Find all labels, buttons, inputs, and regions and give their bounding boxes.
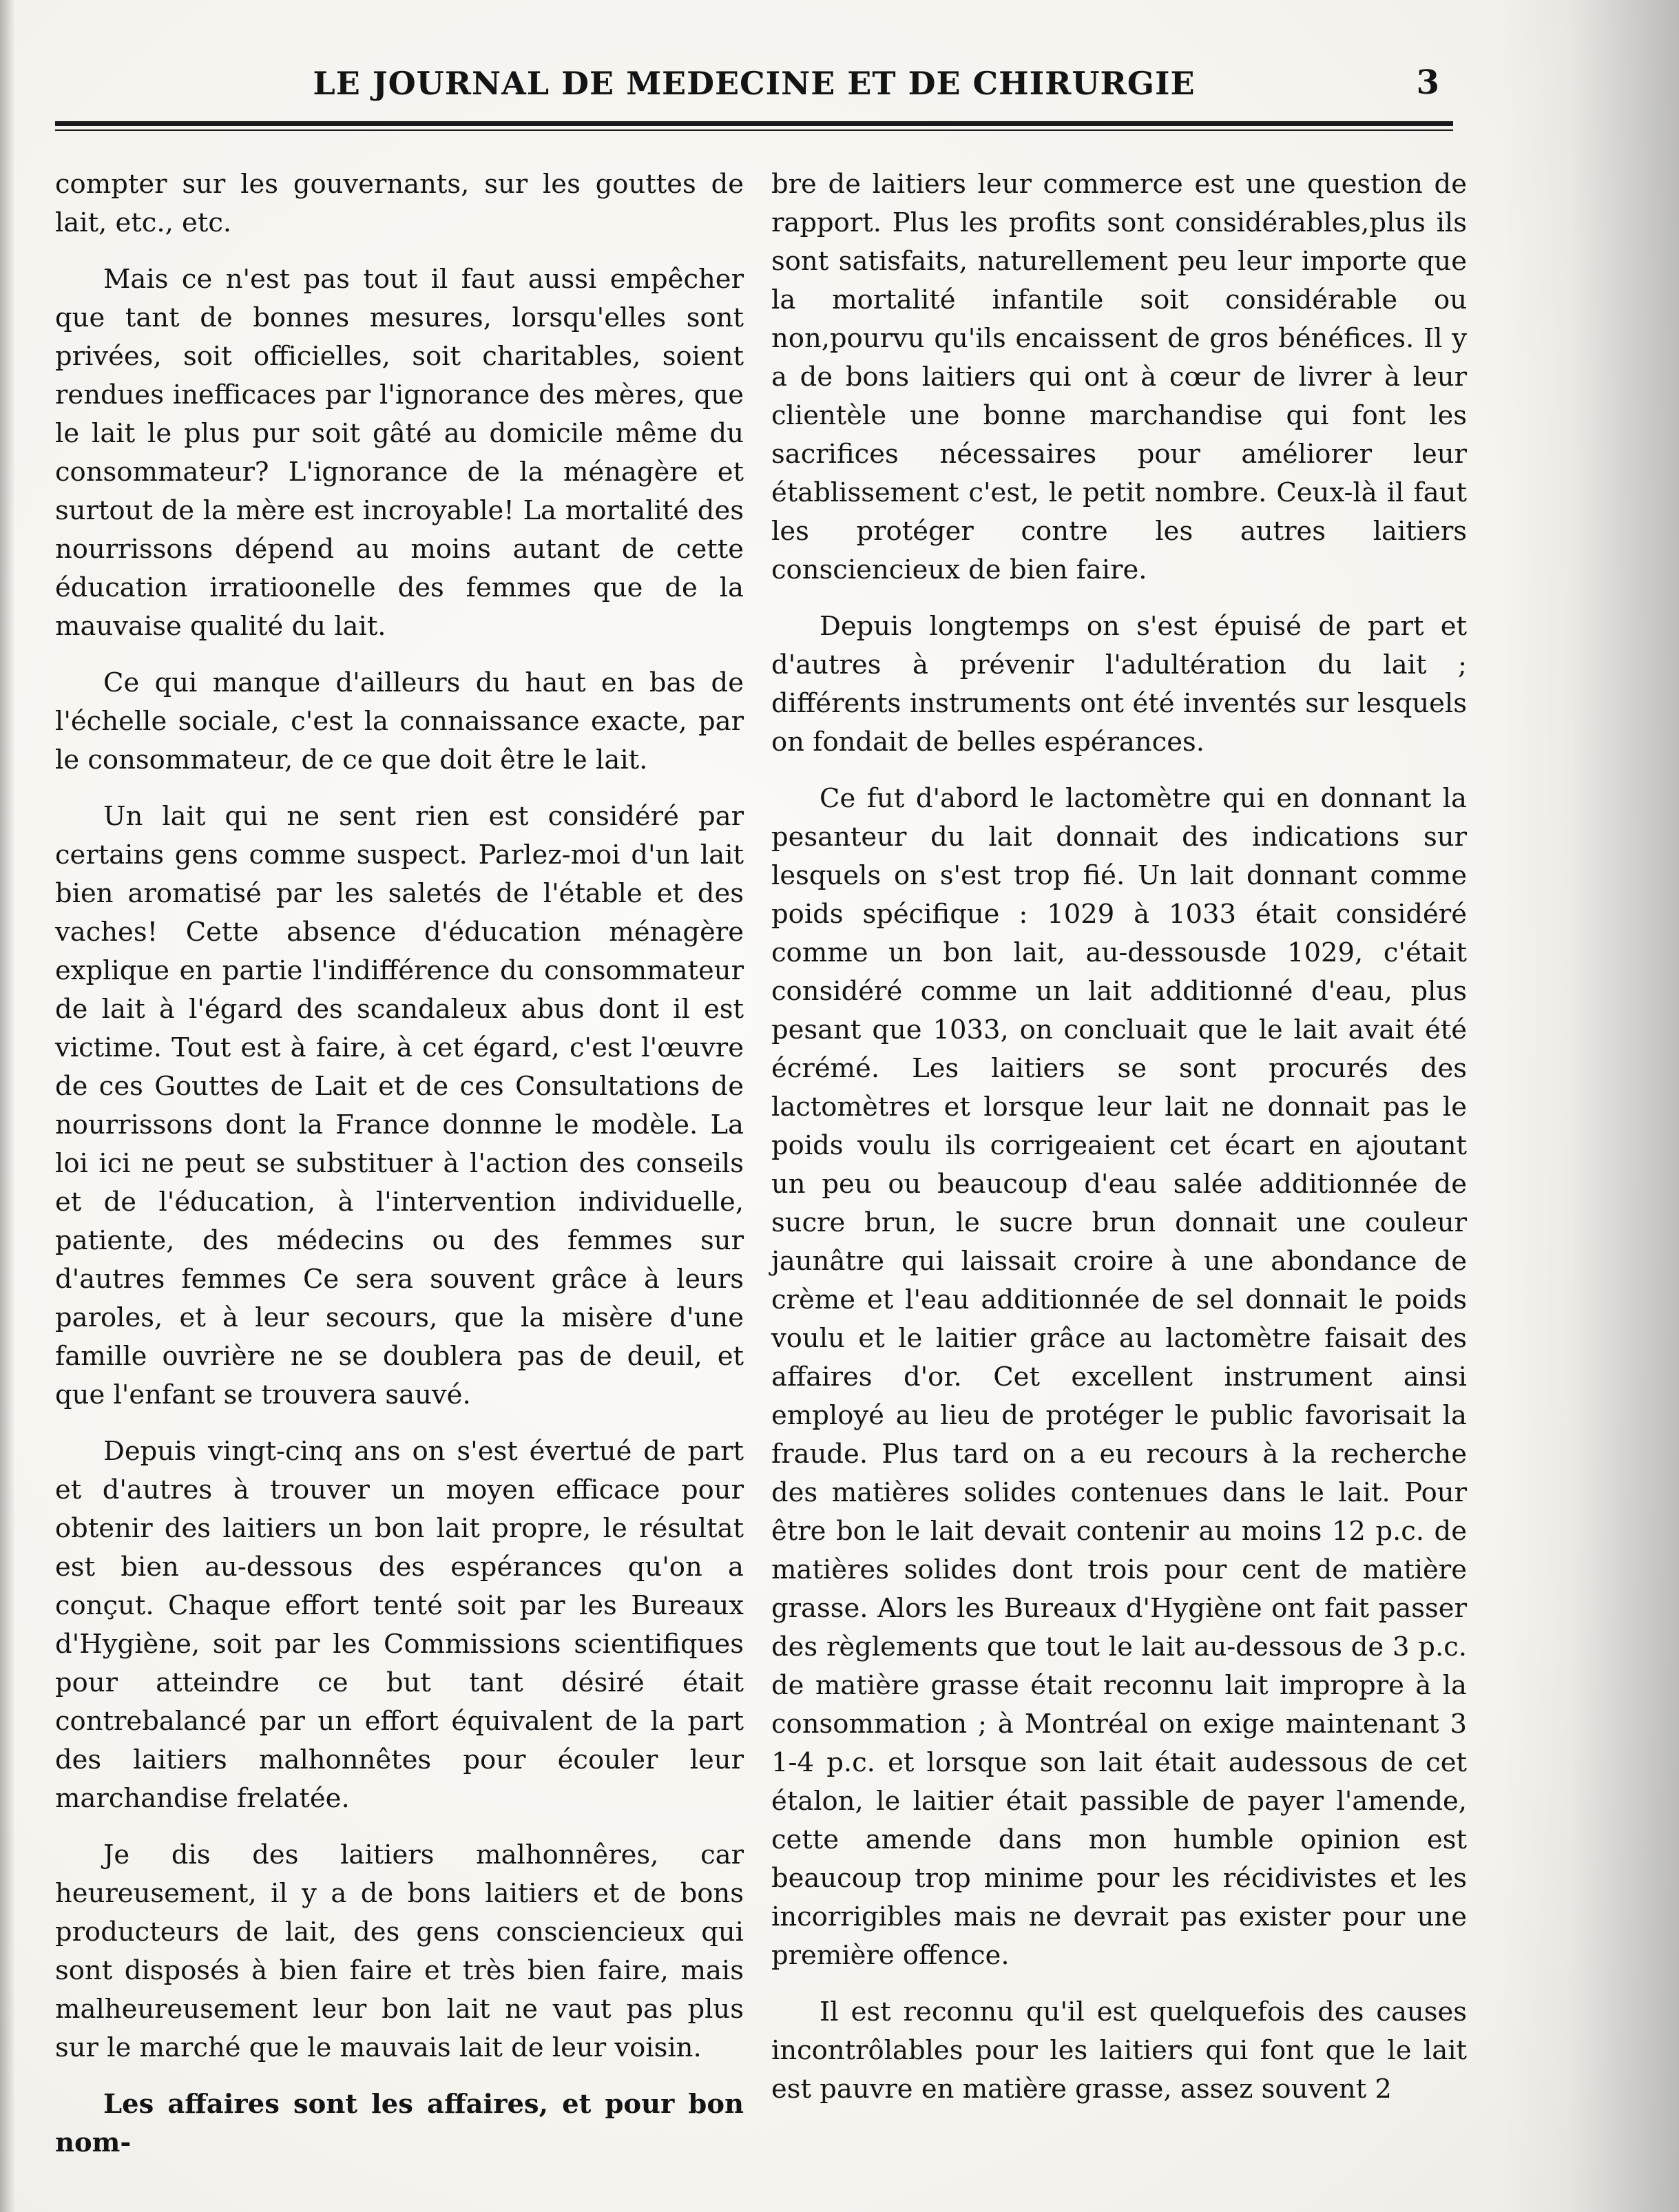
paragraph: Les affaires sont les affaires, et pour bon nom-	[55, 2089, 744, 2158]
paragraph: Mais ce n'est pas tout il faut aussi empêcher que tant de bonnes mesures, lorsqu'elles sont privées, soit officielles, soit charitables, soient rendues inefficaces par l'ignorance des mères, que le lait le plus pur soit gâté au domicile même du consommateur? L'ignorance de la ménagère et surtout de la mère est incroyable! La mortalité des nourrissons dépend au moins autant de cette éducation irratioonelle des femmes que de la mauvaise qualité du lait.	[55, 264, 744, 642]
paragraph: Depuis vingt-cinq ans on s'est évertué de part et d'autres à trouver un moyen efficace pour obtenir des laitiers un bon lait propre, le résultat est bien au-dessous des espérances qu'on a conçut. Chaque effort tenté soit par les Bureaux d'Hygiène, soit par les Commissions scientifiques pour atteindre ce but tant désiré était contrebalancé par un effort équivalent de la part des laitiers malhonnêtes pour écouler leur marchandise frelatée.	[55, 1436, 744, 1814]
page-header	[55, 58, 1453, 113]
left-column	[55, 165, 744, 2180]
page-number: 3	[1416, 63, 1439, 102]
header-rule-thick	[55, 121, 1453, 126]
paragraph: bre de laitiers leur commerce est une question de rapport. Plus les profits sont considérables,plus ils sont satisfaits, naturellement peu leur importe que la mortalité infantile soit considérable ou non,pourvu qu'ils encaissent de gros bénéfices. Il y a de bons laitiers qui ont à cœur de livrer à leur clientèle une bonne marchandise qui font les sacrifices nécessaires pour améliorer leur établissement c'est, le petit nombre. Ceux-là il faut les protéger contre les autres laitiers consciencieux de bien faire.	[771, 169, 1467, 585]
running-title: LE JOURNAL DE MEDECINE ET DE CHIRURGIE	[313, 65, 1196, 102]
scan-left-edge	[0, 0, 15, 2212]
paragraph: Il est reconnu qu'il est quelquefois des causes incontrôlables pour les laitiers qui font que le lait est pauvre en matière grasse, assez souvent 2	[771, 1996, 1467, 2105]
header-rule-thin	[55, 129, 1453, 131]
scan-right-shadow	[1500, 0, 1679, 2212]
paragraph: compter sur les gouvernants, sur les gouttes de lait, etc., etc.	[55, 169, 744, 238]
paragraph: Ce qui manque d'ailleurs du haut en bas de l'échelle sociale, c'est la connaissance exacte, par le consommateur, de ce que doit être le lait.	[55, 667, 744, 775]
paragraph: Un lait qui ne sent rien est considéré par certains gens comme suspect. Parlez-moi d'un lait bien aromatisé par les saletés de l'étable et des vaches! Cette absence d'éducation ménagère explique en partie l'indifférence du consommateur de lait à l'égard des scandaleux abus dont il est victime. Tout est à faire, à cet égard, c'est l'œuvre de ces Gouttes de Lait et de ces Consultations de nourrissons dont la France donnne le modèle. La loi ici ne peut se substituer à l'action des conseils et de l'éducation, à l'intervention individuelle, patiente, des médecins ou des femmes sur d'autres femmes Ce sera souvent grâce à leurs paroles, et à leur secours, que la misère d'une famille ouvrière ne se doublera pas de deuil, et que l'enfant se trouvera sauvé.	[55, 801, 744, 1410]
paragraph: Je dis des laitiers malhonnêres, car heureusement, il y a de bons laitiers et de bons producteurs de lait, des gens consciencieux qui sont disposés à bien faire et très bien faire, mais malheureusement leur bon lait ne vaut pas plus sur le marché que le mauvais lait de leur voisin.	[55, 1839, 744, 2063]
paragraph: Ce fut d'abord le lactomètre qui en donnant la pesanteur du lait donnait des indications sur lesquels on s'est trop fié. Un lait donnant comme poids spécifique : 1029 à 1033 était considéré comme un bon lait, au-dessousde 1029, c'était considéré comme un lait additionné d'eau, plus pesant que 1033, on concluait que le lait avait été écrémé. Les laitiers se sont procurés des lactomètres et lorsque leur lait ne donnait pas le poids voulu ils corrigeaient cet écart en ajoutant un peu ou beaucoup d'eau salée additionnée de sucre brun, le sucre brun donnait une couleur jaunâtre qui laissait croire à une abondance de crème et l'eau additionnée de sel donnait le poids voulu et le laitier grâce au lactomètre faisait des affaires d'or. Cet excellent instrument ainsi employé au lieu de protéger le public favorisait la fraude. Plus tard on a eu recours à la recherche des matières solides contenues dans le lait. Pour être bon le lait devait contenir au moins 12 p.c. de matières solides dont trois pour cent de matière grasse. Alors les Bureaux d'Hygiène ont fait passer des règlements que tout le lait au-dessous de 3 p.c. de matière grasse était reconnu lait impropre à la consommation ; à Montréal on exige maintenant 3 1-4 p.c. et lorsque son lait était audessous de cet étalon, le laitier était passible de payer l'amende, cette amende dans mon humble opinion est beaucoup trop minime pour les récidivistes et les incorrigibles mais ne devrait pas exister pour une première offence.	[771, 783, 1467, 1971]
right-column	[771, 165, 1467, 2127]
paragraph: Depuis longtemps on s'est épuisé de part et d'autres à prévenir l'adultération du lait ; différents instruments ont été inventés sur lesquels on fondait de belles espérances.	[771, 611, 1467, 758]
